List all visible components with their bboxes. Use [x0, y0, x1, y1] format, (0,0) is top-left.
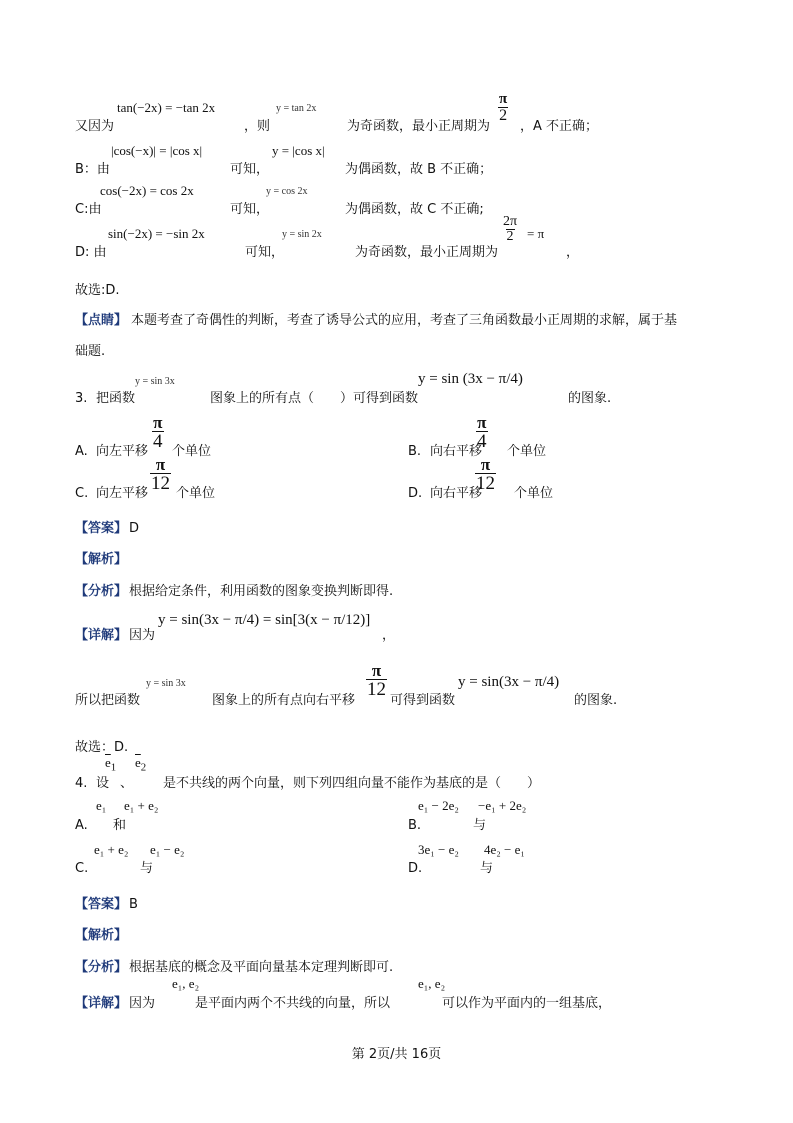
option-text: 向左平移	[96, 486, 149, 501]
option-letter: C.	[75, 861, 89, 876]
text: 为奇函数，最小正周期为	[347, 119, 491, 134]
option-unit: 个单位	[176, 486, 216, 501]
vector-pair: e₁, e₂	[172, 976, 200, 991]
option-letter: C.	[75, 486, 89, 501]
vector-expression: e₁ − e₂	[150, 842, 185, 857]
vector-expression: 4e₂ − e₁	[484, 842, 525, 857]
label-xiangjie: 【详解】	[75, 996, 128, 1011]
text: 本题考查了奇偶性的判断，考查了诱导公式的应用，考查了三角函数最小正周期的求解，属于基	[131, 313, 678, 328]
math-equals-pi: = π	[527, 226, 545, 241]
math-cos-identity: cos(−2x) = cos 2x	[100, 183, 194, 198]
math-sin-function: y = sin 2x	[282, 229, 322, 240]
conclusion: 故选：D.	[75, 740, 129, 755]
vector-expression: e₁ + e₂	[94, 842, 129, 857]
text: ，则	[244, 119, 271, 134]
option-letter: A.	[75, 444, 88, 459]
vector-expression: 3e₁ − e₂	[418, 842, 459, 857]
math-target-function: y = sin(3x − π/4)	[458, 674, 560, 690]
text: B：由	[75, 162, 110, 177]
option-letter: B.	[408, 444, 422, 459]
text: 是不共线的两个向量，则下列四组向量不能作为基底的是（ ）	[163, 776, 541, 791]
answer-value: D	[129, 521, 140, 536]
vector-expression: e₁ − 2e₂	[418, 798, 459, 813]
fraction-option: $\frac{\pi}{12}$	[151, 455, 170, 494]
label-fenxi: 【分析】	[75, 960, 128, 975]
fraction-option: $\frac{\pi}{12}$	[476, 455, 495, 494]
math-equation: y = sin(3x − π/4) = sin[3(x − π/12)]	[158, 612, 371, 628]
label-answer: 【答案】	[75, 521, 128, 536]
text: 的图象.	[568, 391, 612, 406]
option-text: 向右平移	[430, 486, 483, 501]
vector-expression: e₁	[96, 798, 107, 813]
vector-pair: e₁, e₂	[418, 976, 446, 991]
text: 、	[120, 776, 134, 791]
text: 与	[473, 818, 487, 833]
text: 为奇函数，最小正周期为	[355, 245, 499, 260]
text: 根据基底的概念及平面向量基本定理判断即可.	[129, 960, 394, 975]
text: 根据给定条件，利用函数的图象变换判断即得.	[129, 584, 394, 599]
math-tan-function: y = tan 2x	[276, 103, 317, 114]
math-sin3x: y = sin 3x	[146, 678, 186, 689]
text: 础题.	[75, 344, 106, 359]
label-xiangjie: 【详解】	[75, 628, 128, 643]
option-unit: 个单位	[514, 486, 554, 501]
text: 可知，	[230, 162, 270, 177]
text: 设	[96, 776, 110, 791]
page-footer: 第 2页/共 16页	[351, 1047, 442, 1062]
text: 为偶函数，故 C 不正确;	[345, 202, 484, 217]
text: 图象上的所有点（ ）可得到函数	[210, 391, 419, 406]
text: 是平面内两个不共线的向量，所以	[195, 996, 391, 1011]
conclusion: 故选:D.	[75, 283, 120, 298]
option-text: 向左平移	[96, 444, 149, 459]
fraction-2pi-over-2: $\frac{2\pi}{2}$	[503, 214, 518, 244]
question-number: 3.	[75, 391, 88, 406]
question-number: 4.	[75, 776, 88, 791]
vector-e1: $\overline{e}_1$	[105, 755, 117, 774]
math-cos-abs-identity: |cos(−x)| = |cos x|	[111, 143, 203, 158]
text: ，	[382, 628, 396, 643]
text: 因为	[129, 628, 156, 643]
math-tan-identity: tan(−2x) = −tan 2x	[117, 100, 216, 115]
label-dianjing: 【点睛】	[75, 313, 128, 328]
option-letter: D.	[408, 486, 423, 501]
text: 可知，	[245, 245, 285, 260]
text: ，A 不正确；	[520, 119, 599, 134]
label-jiexi: 【解析】	[75, 552, 128, 567]
text: C:由	[75, 202, 102, 217]
text: 的图象.	[574, 693, 618, 708]
text: 可得到函数	[390, 693, 456, 708]
text: 与	[480, 861, 494, 876]
label-jiexi: 【解析】	[75, 928, 128, 943]
option-text: 向右平移	[430, 444, 483, 459]
text: 因为	[129, 996, 156, 1011]
math-sin-identity: sin(−2x) = −sin 2x	[108, 226, 205, 241]
vector-expression: −e₁ + 2e₂	[478, 798, 527, 813]
label-fenxi: 【分析】	[75, 584, 128, 599]
option-letter: A.	[75, 818, 88, 833]
text: 可以作为平面内的一组基底，	[442, 996, 612, 1011]
fraction-option: $\frac{\pi}{4}$	[153, 413, 163, 452]
text: 又因为	[75, 119, 115, 134]
text: 和	[113, 818, 127, 833]
option-unit: 个单位	[172, 444, 212, 459]
label-answer: 【答案】	[75, 897, 128, 912]
text: 把函数	[96, 391, 136, 406]
text: 为偶函数，故 B 不正确；	[345, 162, 493, 177]
text: D: 由	[75, 245, 107, 260]
text: ，	[566, 245, 580, 260]
math-sin3x: y = sin 3x	[135, 376, 175, 387]
vector-e2: $\overline{e}_2$	[135, 755, 147, 774]
math-cos-function: y = cos 2x	[266, 186, 308, 197]
math-cos-abs-function: y = |cos x|	[272, 143, 325, 158]
math-target-function: y = sin (3x − π/4)	[418, 371, 523, 387]
option-unit: 个单位	[507, 444, 547, 459]
fraction-pi-over-12: $\frac{\pi}{12}$	[367, 661, 386, 700]
fraction-option: $\frac{\pi}{4}$	[477, 413, 487, 452]
option-letter: B.	[408, 818, 422, 833]
vector-expression: e₁ + e₂	[124, 798, 159, 813]
text: 图象上的所有点向右平移	[212, 693, 356, 708]
answer-value: B	[129, 897, 138, 912]
text: 所以把函数	[75, 693, 141, 708]
option-letter: D.	[408, 861, 423, 876]
text: 可知，	[230, 202, 270, 217]
text: 与	[140, 861, 154, 876]
fraction-pi-over-2: $\frac{\pi}{2}$	[499, 91, 508, 124]
